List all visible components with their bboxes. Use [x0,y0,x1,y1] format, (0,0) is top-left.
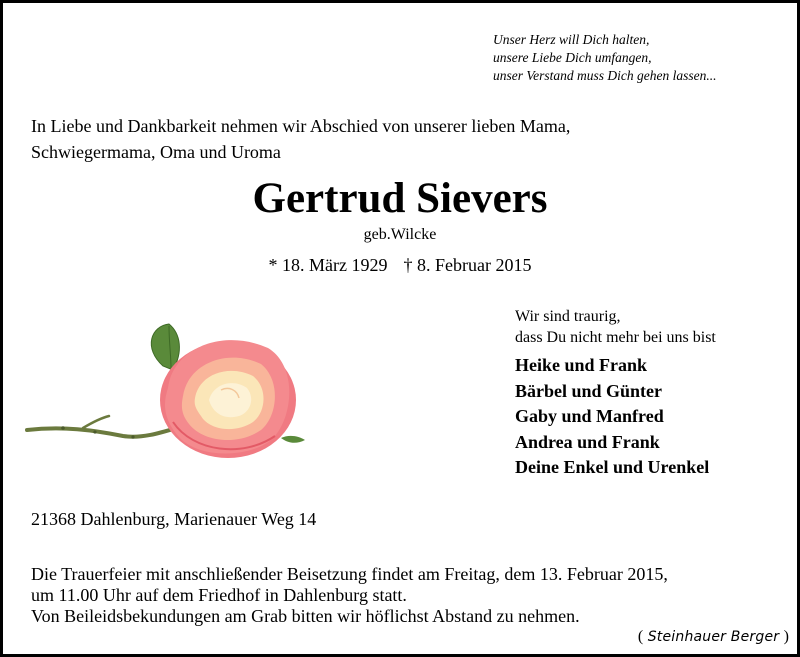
motto-line: unsere Liebe Dich umfangen, [493,50,652,65]
motto-line: Unser Herz will Dich halten, [493,32,650,47]
rose-bloom [160,340,296,458]
deceased-name: Gertrud Sievers [252,175,548,222]
motto-line: unser Verstand muss Dich gehen lassen... [493,68,717,83]
mourner-name: Bärbel und Günter [515,380,663,401]
mourner-name: Andrea und Frank [515,431,660,452]
life-dates [3,253,797,277]
funeral-service-info [31,564,791,627]
mourner-name: Deine Enkel und Urenkel [515,457,710,477]
mourners-intro-line: dass Du nicht mehr bei uns bist [515,329,716,346]
mourners-intro-line: Wir sind traurig, [515,308,621,325]
motto-verse [493,31,793,85]
signature-text: Steinhauer Berger [647,629,780,645]
rose-icon [23,318,313,468]
signature-open-paren: ( [637,628,644,645]
rose-leaf [151,324,179,370]
intro-text [31,113,771,165]
service-line: Die Trauerfeier mit anschließender Beisetzung findet am Freitag, dem 13. Februar 2015, [31,564,668,584]
birth-date: * 18. März 1929 [268,255,388,275]
stonemason-signature [638,626,789,648]
service-line: um 11.00 Uhr auf dem Friedhof in Dahlenburg statt. [31,585,407,605]
maiden-name: geb.Wilcke [363,226,437,243]
rose-stem-branch [83,416,109,428]
signature-close-paren: ) [783,628,789,645]
intro-line: Schwiegermama, Oma und Uroma [31,142,281,162]
mourner-name: Heike und Frank [515,355,648,375]
intro-line: In Liebe und Dankbarkeit nehmen wir Abschied von unserer lieben Mama, [31,116,571,136]
family-address: 21368 Dahlenburg, Marienauer Weg 14 [31,509,317,529]
mourners-intro [515,306,716,348]
mourner-name: Gaby und Manfred [515,406,664,426]
service-line: Von Beileidsbekundungen am Grab bitten wir höflichst Abstand zu nehmen. [31,606,580,626]
mourners-list [515,353,709,481]
rose-stem [27,426,183,437]
death-date: † 8. Februar 2015 [403,255,532,275]
